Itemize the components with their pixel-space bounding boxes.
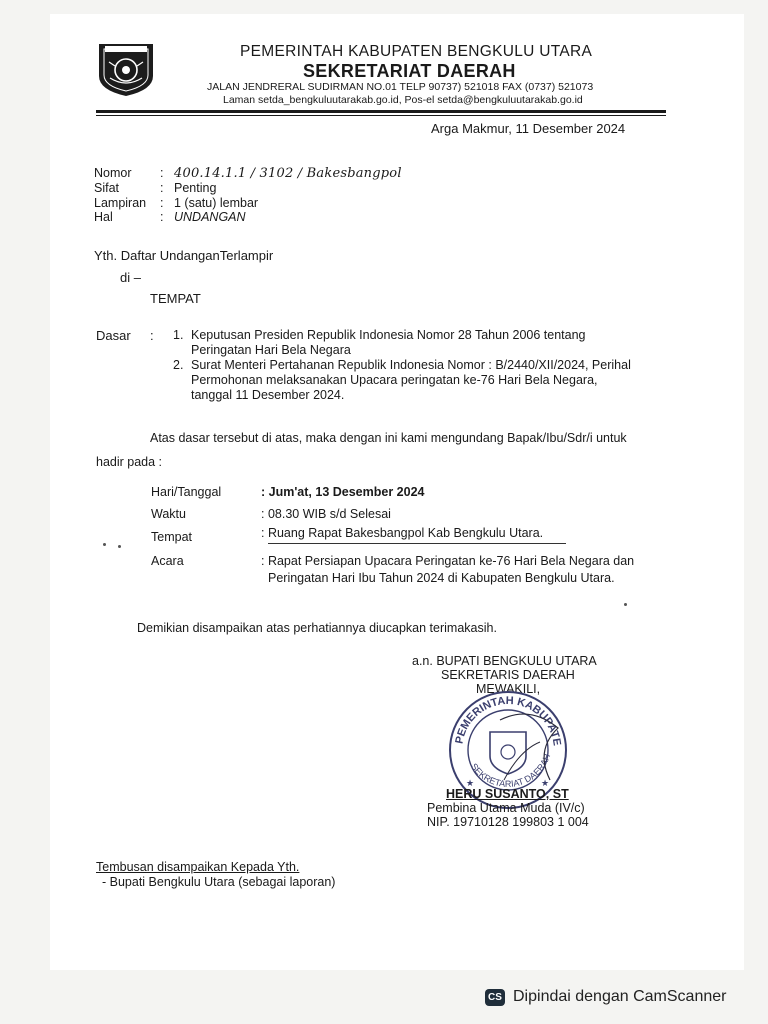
scan-speck — [103, 543, 106, 546]
scan-speck — [624, 603, 627, 606]
signature-title: SEKRETARIS DAERAH — [441, 668, 575, 682]
meta-key: Hal — [94, 210, 113, 224]
tembusan-title: Tembusan disampaikan Kepada Yth. — [96, 860, 300, 874]
event-value-agenda: : Rapat Persiapan Upacara Peringatan ke-76 Hari Bela Negara dan — [261, 554, 635, 568]
meta-colon: : — [160, 166, 164, 180]
signature-wakil: MEWAKILI, — [476, 682, 541, 696]
signature-nip: NIP. 19710128 199803 1 004 — [427, 815, 589, 829]
svg-text:PEMERINTAH KABUPATEN — [440, 680, 563, 747]
dasar-item-number: 2. — [173, 358, 184, 372]
dasar-item-line: Keputusan Presiden Republik Indonesia Nomor 28 Tahun 2006 tentang — [191, 328, 586, 342]
event-value-date: : Jum'at, 13 Desember 2024 — [261, 485, 425, 499]
intro-line2: hadir pada : — [96, 455, 163, 469]
place-underline — [268, 543, 566, 544]
event-value-agenda-cont: Peringatan Hari Ibu Tahun 2024 di Kabupaten Bengkulu Utara. — [268, 571, 615, 585]
dasar-item-line: Surat Menteri Pertahanan Republik Indonesia Nomor : B/2440/XII/2024, Perihal — [191, 358, 631, 372]
meta-value: 400.14.1.1 / 3102 / Bakesbangpol — [174, 166, 402, 181]
dasar-item-line: tanggal 11 Desember 2024. — [191, 388, 345, 402]
letterhead-line2: SEKRETARIAT DAERAH — [303, 61, 516, 81]
letterhead-line1: PEMERINTAH KABUPATEN BENGKULU UTARA — [240, 43, 593, 60]
dasar-item-number: 1. — [173, 328, 184, 342]
meta-colon: : — [160, 210, 164, 224]
svg-text:SEKRETARIAT DAERAH — [469, 752, 552, 789]
camscanner-watermark — [471, 980, 753, 1014]
event-key: Tempat — [151, 530, 192, 544]
intro-line1: Atas dasar tersebut di atas, maka dengan ini kami mengundang Bapak/Ibu/Sdr/i untuk — [150, 431, 627, 445]
meta-key: Sifat — [94, 181, 120, 195]
camscanner-label: Dipindai dengan CamScanner — [513, 988, 727, 1005]
event-value-place: : Ruang Rapat Bakesbangpol Kab Bengkulu Utara. — [261, 526, 544, 540]
signature-an: a.n. BUPATI BENGKULU UTARA — [412, 654, 597, 668]
recipient-tempat: TEMPAT — [150, 291, 201, 306]
letterhead-rule-thin — [96, 115, 666, 116]
meta-row-hal — [94, 210, 246, 224]
event-key: Waktu — [151, 507, 186, 521]
letterhead-address: JALAN JENDRERAL SUDIRMAN NO.01 TELP 90737) 521018 FAX (0737) 521073 — [207, 81, 594, 93]
svg-text:★: ★ — [541, 778, 550, 788]
stamp-text-top: PEMERINTAH KABUPATE — [453, 694, 563, 747]
meta-key: Nomor — [94, 166, 132, 180]
stamp-text-bottom: SEKRETARIAT DAERAH — [468, 752, 553, 789]
dasar-colon: : — [150, 328, 154, 343]
kabupaten-emblem-icon — [95, 40, 157, 98]
event-value-time: : 08.30 WIB s/d Selesai — [261, 507, 391, 521]
closing-text: Demikian disampaikan atas perhatiannya diucapkan terimakasih. — [137, 621, 497, 635]
tembusan-item: - Bupati Bengkulu Utara (sebagai laporan) — [102, 875, 336, 889]
letterhead-contact: Laman setda_bengkuluutarakab.go.id, Pos-el setda@bengkuluutarakab.go.id — [223, 94, 583, 106]
letterhead-rule-thick — [96, 110, 666, 113]
dasar-item-line: Peringatan Hari Bela Negara — [191, 343, 351, 357]
meta-colon: : — [160, 181, 164, 195]
signature-name: HERU SUSANTO, ST — [446, 787, 569, 801]
letter-date: Arga Makmur, 11 Desember 2024 — [431, 121, 626, 136]
dasar-item-line: Permohonan melaksanakan Upacara peringatan ke-76 Hari Bela Negara, — [191, 373, 598, 387]
scan-speck — [118, 545, 121, 548]
camscanner-icon: CS — [485, 989, 505, 1006]
signature-rank: Pembina Utama Muda (IV/c) — [427, 801, 585, 815]
dasar-label: Dasar — [96, 328, 131, 343]
recipient-yth: Yth. Daftar UndanganTerlampir — [94, 248, 274, 263]
meta-key: Lampiran — [94, 196, 147, 210]
meta-row-lampiran — [94, 196, 258, 210]
meta-row-nomor — [94, 166, 402, 181]
meta-value: 1 (satu) lembar — [174, 196, 259, 210]
event-key: Hari/Tanggal — [151, 485, 222, 499]
svg-text:★: ★ — [466, 778, 475, 788]
event-key: Acara — [151, 554, 184, 568]
meta-value: UNDANGAN — [174, 210, 246, 224]
meta-value: Penting — [174, 181, 217, 195]
meta-colon: : — [160, 196, 164, 210]
meta-row-sifat — [94, 181, 216, 195]
recipient-di: di – — [120, 270, 141, 285]
